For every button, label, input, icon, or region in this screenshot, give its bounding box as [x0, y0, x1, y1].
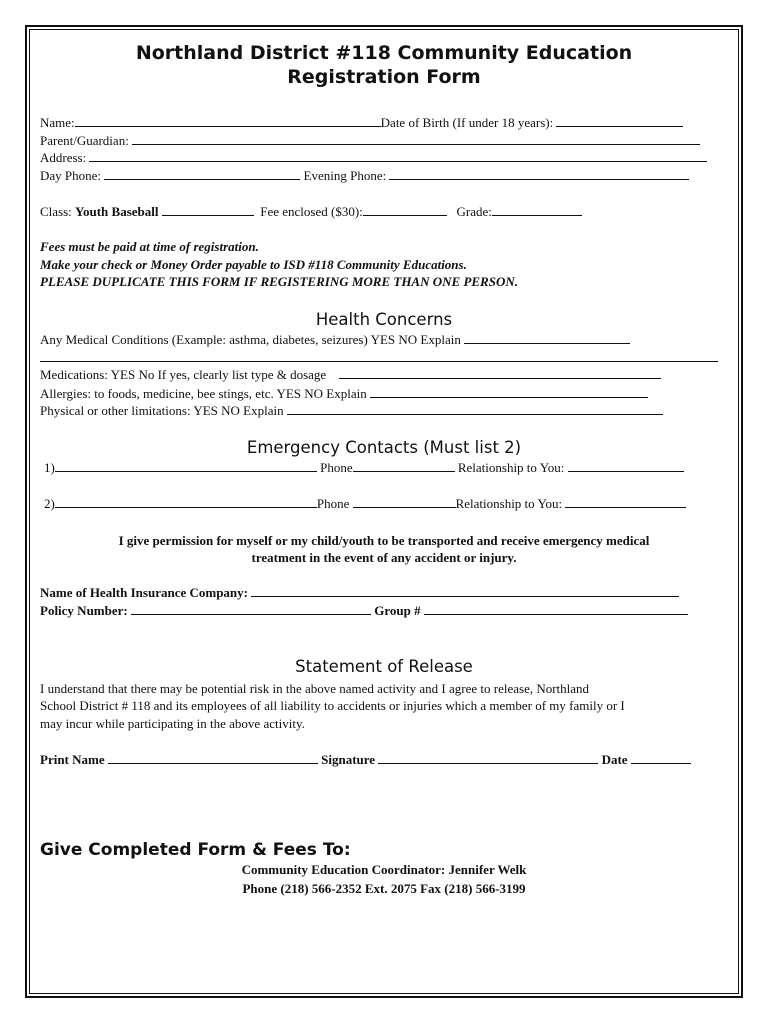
day-phone-label: Day Phone: [40, 168, 102, 183]
fee-label: Fee enclosed ($30): [260, 204, 363, 219]
medical-extra-row [40, 350, 718, 366]
phone-row [40, 168, 689, 184]
contact2-phone-label: Phone [316, 496, 350, 511]
insurance-company-field[interactable] [251, 585, 679, 597]
allergies-field[interactable] [370, 386, 648, 398]
physical-field[interactable] [287, 403, 663, 415]
dob-label: Date of Birth (If under 18 years): [380, 115, 554, 130]
contact1-prefix: 1) [44, 460, 55, 475]
insurance-row [40, 585, 679, 601]
footer-phone: Phone (218) 566-2352 Ext. 2075 Fax (218) 566-3199 [242, 881, 526, 896]
contact2-row [44, 496, 686, 512]
contact1-phone-field[interactable] [353, 460, 455, 472]
form-title-line2: Registration Form [287, 66, 481, 88]
grade-field[interactable] [492, 204, 582, 216]
medical-field-extra[interactable] [40, 350, 718, 362]
group-label: Group # [374, 603, 421, 618]
allergies-row [40, 386, 648, 402]
contact2-relationship-field[interactable] [565, 496, 686, 508]
physical-label: Physical or other limitations: YES NO Explain [40, 403, 284, 418]
notice-duplicate: PLEASE DUPLICATE THIS FORM IF REGISTERING MORE THAN ONE PERSON. [40, 274, 518, 289]
evening-phone-field[interactable] [389, 168, 689, 180]
footer-coordinator: Community Education Coordinator: Jennifer Welk [241, 862, 527, 877]
medical-field[interactable] [464, 332, 630, 344]
signature-field[interactable] [378, 752, 598, 764]
notice-payable: Make your check or Money Order payable to ISD #118 Community Educations. [40, 257, 467, 272]
group-field[interactable] [424, 603, 688, 615]
name-field[interactable] [75, 115, 381, 127]
permission-line1: I give permission for myself or my child/youth to be transported and receive emergency medical [118, 533, 650, 548]
contact1-relationship-label: Relationship to You: [457, 460, 565, 475]
evening-phone-label: Evening Phone: [303, 168, 387, 183]
release-text-line3: may incur while participating in the above activity. [40, 716, 305, 731]
contact1-row [44, 460, 684, 476]
physical-row [40, 403, 663, 419]
footer-heading: Give Completed Form & Fees To: [40, 840, 351, 860]
policy-field[interactable] [131, 603, 371, 615]
permission-line2: treatment in the event of any accident or injury. [251, 550, 517, 565]
address-label: Address: [40, 150, 87, 165]
class-label: Class: [40, 204, 72, 219]
address-row [40, 150, 707, 166]
medications-field[interactable] [339, 367, 661, 379]
date-label: Date [601, 752, 628, 767]
release-text-line2: School District # 118 and its employees of all liability to accidents or injuries which a member of my family or I [40, 698, 625, 713]
parent-row [40, 133, 700, 149]
grade-label: Grade: [456, 204, 492, 219]
fee-field[interactable] [363, 204, 447, 216]
medications-label: Medications: YES No If yes, clearly list type & dosage [40, 367, 327, 382]
contact2-name-field[interactable] [55, 496, 317, 508]
dob-field[interactable] [556, 115, 683, 127]
health-heading: Health Concerns [315, 310, 453, 329]
print-name-label: Print Name [40, 752, 105, 767]
policy-label: Policy Number: [40, 603, 128, 618]
parent-field[interactable] [132, 133, 700, 145]
contact2-phone-field[interactable] [353, 496, 456, 508]
address-field[interactable] [89, 150, 707, 162]
date-field[interactable] [631, 752, 691, 764]
notice-fees: Fees must be paid at time of registration. [40, 239, 259, 254]
contact1-name-field[interactable] [55, 460, 317, 472]
parent-label: Parent/Guardian: [40, 133, 129, 148]
allergies-label: Allergies: to foods, medicine, bee stings, etc. YES NO Explain [40, 386, 367, 401]
class-value: Youth Baseball [75, 204, 159, 219]
name-row [40, 115, 683, 131]
signature-row [40, 752, 691, 768]
contact2-relationship-label: Relationship to You: [455, 496, 563, 511]
form-title-line1: Northland District #118 Community Education [135, 42, 633, 64]
class-field[interactable] [162, 204, 254, 216]
medical-row [40, 332, 630, 348]
print-name-field[interactable] [108, 752, 318, 764]
contact2-prefix: 2) [44, 496, 55, 511]
medications-row [40, 367, 661, 383]
emergency-heading: Emergency Contacts (Must list 2) [246, 438, 522, 457]
release-text-line1: I understand that there may be potential risk in the above named activity and I agree to release, Northland [40, 681, 590, 696]
day-phone-field[interactable] [104, 168, 300, 180]
name-label: Name: [40, 115, 75, 130]
medical-label: Any Medical Conditions (Example: asthma, diabetes, seizures) YES NO Explain [40, 332, 461, 347]
release-heading: Statement of Release [295, 657, 473, 676]
signature-label: Signature [321, 752, 376, 767]
class-row [40, 204, 582, 220]
insurance-company-label: Name of Health Insurance Company: [40, 585, 248, 600]
contact1-phone-label: Phone [320, 460, 353, 475]
policy-row [40, 603, 688, 619]
contact1-relationship-field[interactable] [568, 460, 684, 472]
